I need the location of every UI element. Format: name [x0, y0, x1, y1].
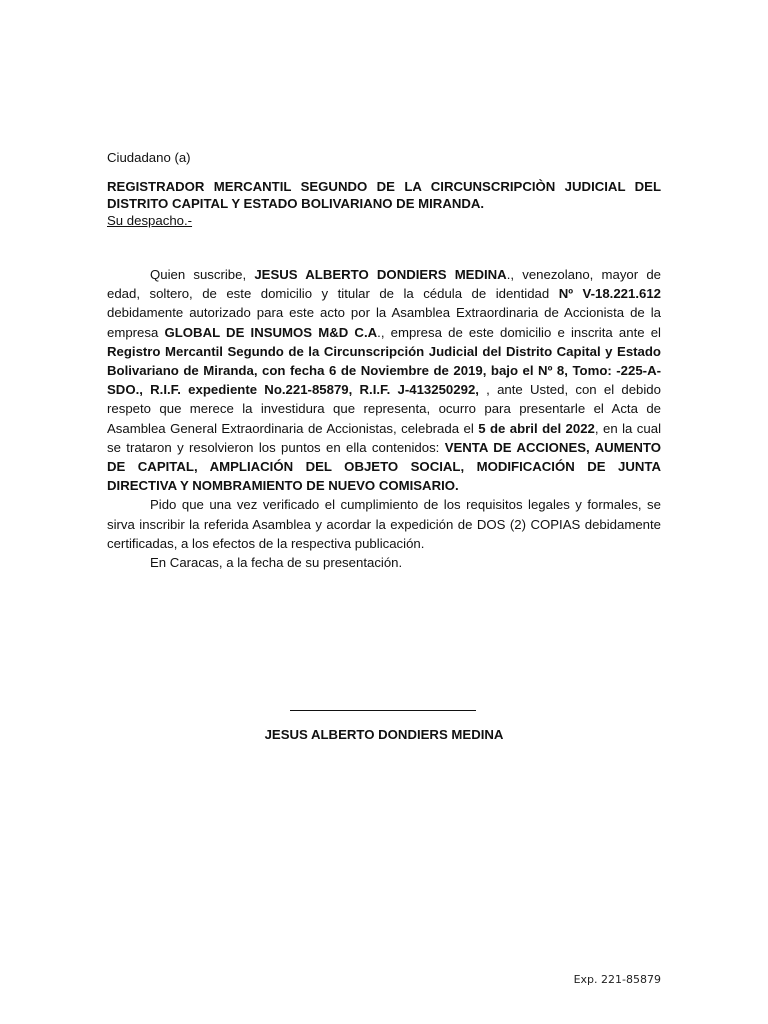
addressee-line-1: REGISTRADOR MERCANTIL SEGUNDO DE LA CIRCUNSCRIPCIÒN JUDICIAL DEL [107, 179, 661, 194]
addressee-line-2: DISTRITO CAPITAL Y ESTADO BOLIVARIANO DE MIRANDA. [107, 196, 485, 211]
p1-text-5: , ante Usted, con el debido respeto que merece la investidura que representa, ocurro para presentarle el Acta de Asamblea General Extraordinaria de Accionistas, celebrada el [107, 382, 661, 436]
p1-text-4: ., empresa de este domicilio e inscrita ante el [377, 324, 661, 340]
p1-bold-name: JESUS ALBERTO DONDIERS MEDINA [254, 267, 507, 282]
p1-bold-registry: Registro Mercantil Segundo de la Circunscripción Judicial del Distrito Capital y Estado Bolivariano de Miranda, con fecha 6 de Noviembre de 2019, bajo el Nº 8, Tomo: -225-A-SDO., R.I.F. expediente No.221-85879, R.I.F. J-413250292, [107, 343, 661, 398]
p1-text-2: ., venezolano, mayor de edad, soltero, de este domicilio y titular de la cédula de identidad [107, 267, 661, 302]
p1-text-1: Quien suscribe, [150, 267, 255, 282]
paragraph-2: Pido que una vez verificado el cumplimiento de los requisitos legales y formales, se sirva inscribir la referida Asamblea y acordar la expedición de DOS (2) COPIAS debidamente certificadas, a los efectos de la respectiva publicación. [107, 497, 661, 551]
paragraph-1 [107, 265, 661, 495]
signature-name: JESUS ALBERTO DONDIERS MEDINA [264, 727, 504, 742]
p1-text-6: , en la cual se trataron y resolvieron los puntos en ella contenidos: [107, 420, 662, 455]
p1-text-3: debidamente autorizado para este acto por la Asamblea Extraordinaria de Accionista de la empresa [107, 305, 661, 340]
footer-reference: Exp. 221-85879 [573, 973, 661, 986]
salutation: Ciudadano (a) [107, 150, 191, 165]
addressee [107, 178, 661, 229]
p1-bold-points: VENTA DE ACCIONES, AUMENTO DE CAPITAL, AMPLIACIÓN DEL OBJETO SOCIAL, MODIFICACIÓN DE JUNTA DIRECTIVA Y NOMBRAMIENTO DE NUEVO COMISARIO. [107, 439, 661, 494]
despacho-line: Su despacho.- [107, 213, 193, 228]
p1-bold-date: 5 de abril del 2022 [478, 420, 595, 436]
p1-bold-id: Nº V-18.221.612 [558, 286, 661, 302]
paragraph-3: En Caracas, a la fecha de su presentación. [150, 555, 403, 571]
signature-line [290, 710, 476, 711]
letter-body [107, 265, 661, 572]
p1-bold-company: GLOBAL DE INSUMOS M&D C.A [164, 324, 378, 340]
